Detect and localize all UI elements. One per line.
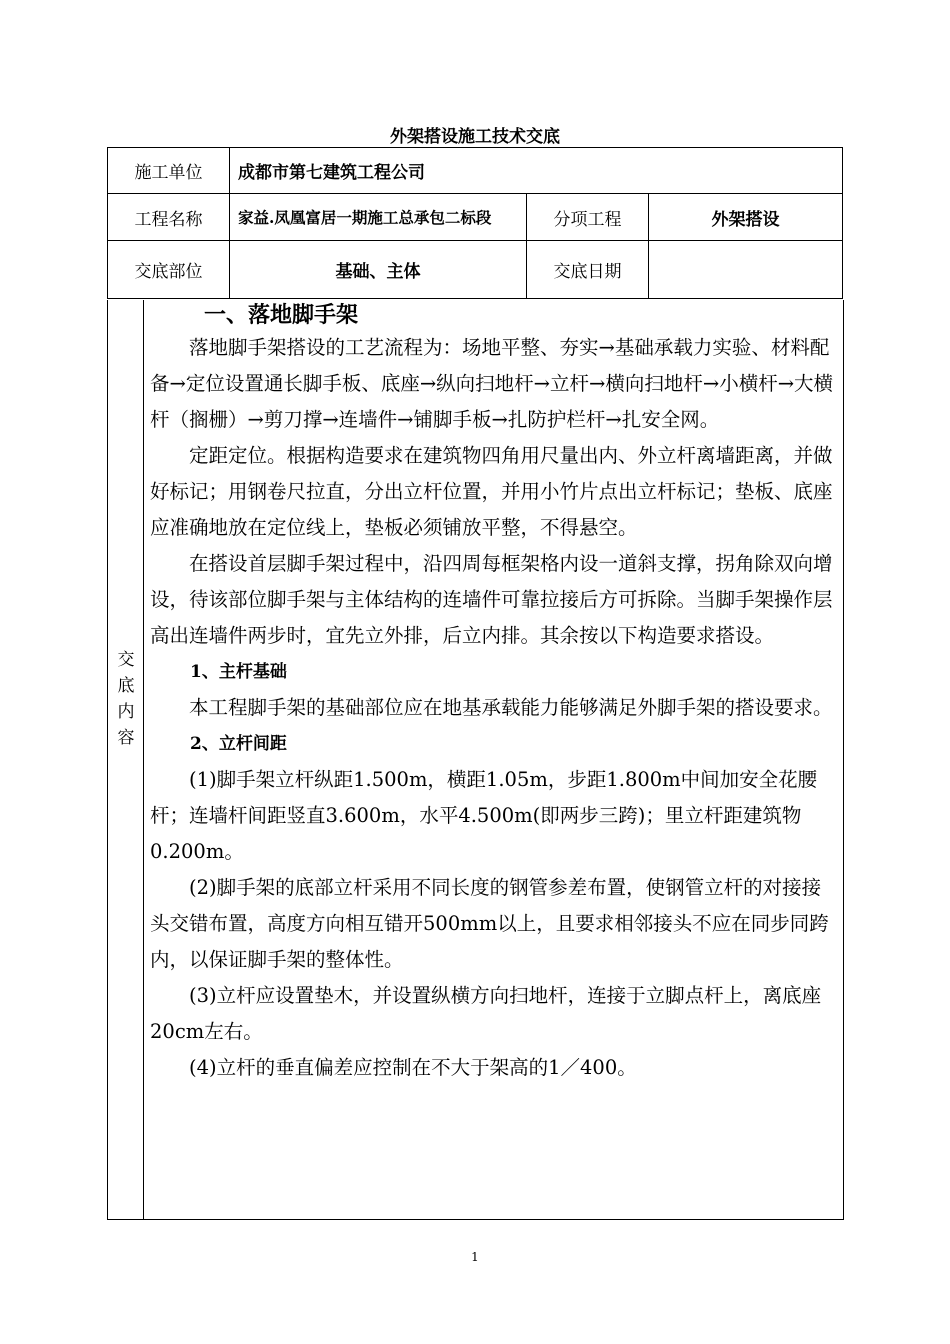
content-box bbox=[107, 300, 844, 1220]
project-value: 家益.凤凰富居一期施工总承包二标段 bbox=[230, 194, 527, 241]
paragraph-positioning: 定距定位。根据构造要求在建筑物四角用尺量出内、外立杆离墙距离，并做好标记；用钢卷尺拉直，分出立杆位置，并用小竹片点出立杆标记；垫板、底座应准确地放在定位线上，垫板必须铺放平整，不得悬空。 bbox=[150, 444, 833, 539]
sub-value: 外架搭设 bbox=[649, 194, 843, 241]
unit-label: 施工单位 bbox=[108, 148, 230, 194]
date-value bbox=[649, 241, 843, 299]
project-label: 工程名称 bbox=[108, 194, 230, 241]
paragraph-spacing-4: (4)立杆的垂直偏差应控制在不大于架高的1／400。 bbox=[189, 1056, 637, 1079]
date-label: 交底日期 bbox=[527, 241, 649, 299]
document-title: 外架搭设施工技术交底 bbox=[390, 127, 560, 147]
paragraph-first-floor: 在搭设首层脚手架过程中，沿四周每框架格内设一道斜支撑，拐角除双向增设，待该部位脚手架与主体结构的连墙件可靠拉接后方可拆除。当脚手架操作层高出连墙件两步时，宜先立外排，后立内排。其余按以下构造要求搭设。 bbox=[150, 552, 833, 647]
unit-value: 成都市第七建筑工程公司 bbox=[230, 148, 843, 194]
section-heading: 一、落地脚手架 bbox=[204, 302, 359, 328]
content-body bbox=[150, 300, 838, 1086]
part-label: 交底部位 bbox=[108, 241, 230, 299]
side-column bbox=[108, 300, 144, 1219]
paragraph-spacing-2: (2)脚手架的底部立杆采用不同长度的钢管参差布置，使钢管立杆的对接接头交错布置，高度方向相互错开500mm以上，且要求相邻接头不应在同步同跨内，以保证脚手架的整体性。 bbox=[150, 876, 829, 971]
part-value: 基础、主体 bbox=[230, 241, 527, 299]
paragraph-spacing-1: (1)脚手架立杆纵距1.500m，横距1.05m，步距1.800m中间加安全花腰杆；连墙杆间距竖直3.600m，水平4.500m(即两步三跨)；里立杆距建筑物0.200m。 bbox=[150, 768, 818, 863]
side-label: 交底内容 bbox=[117, 650, 135, 748]
header-table bbox=[107, 147, 843, 299]
subheading-spacing: 2、立杆间距 bbox=[190, 734, 287, 754]
page-number: 1 bbox=[471, 1250, 479, 1264]
paragraph-spacing-3: (3)立杆应设置垫木，并设置纵横方向扫地杆，连接于立脚点杆上，离底座20cm左右。 bbox=[150, 984, 822, 1043]
subheading-foundation: 1、主杆基础 bbox=[190, 662, 287, 682]
paragraph-process: 落地脚手架搭设的工艺流程为：场地平整、夯实→基础承载力实验、材料配备→定位设置通长脚手板、底座→纵向扫地杆→立杆→横向扫地杆→小横杆→大横杆（搁栅）→剪刀撑→连墙件→铺脚手板→扎防护栏杆→扎安全网。 bbox=[150, 336, 834, 431]
sub-label: 分项工程 bbox=[527, 194, 649, 241]
paragraph-foundation: 本工程脚手架的基础部位应在地基承载能力能够满足外脚手架的搭设要求。 bbox=[189, 696, 833, 719]
